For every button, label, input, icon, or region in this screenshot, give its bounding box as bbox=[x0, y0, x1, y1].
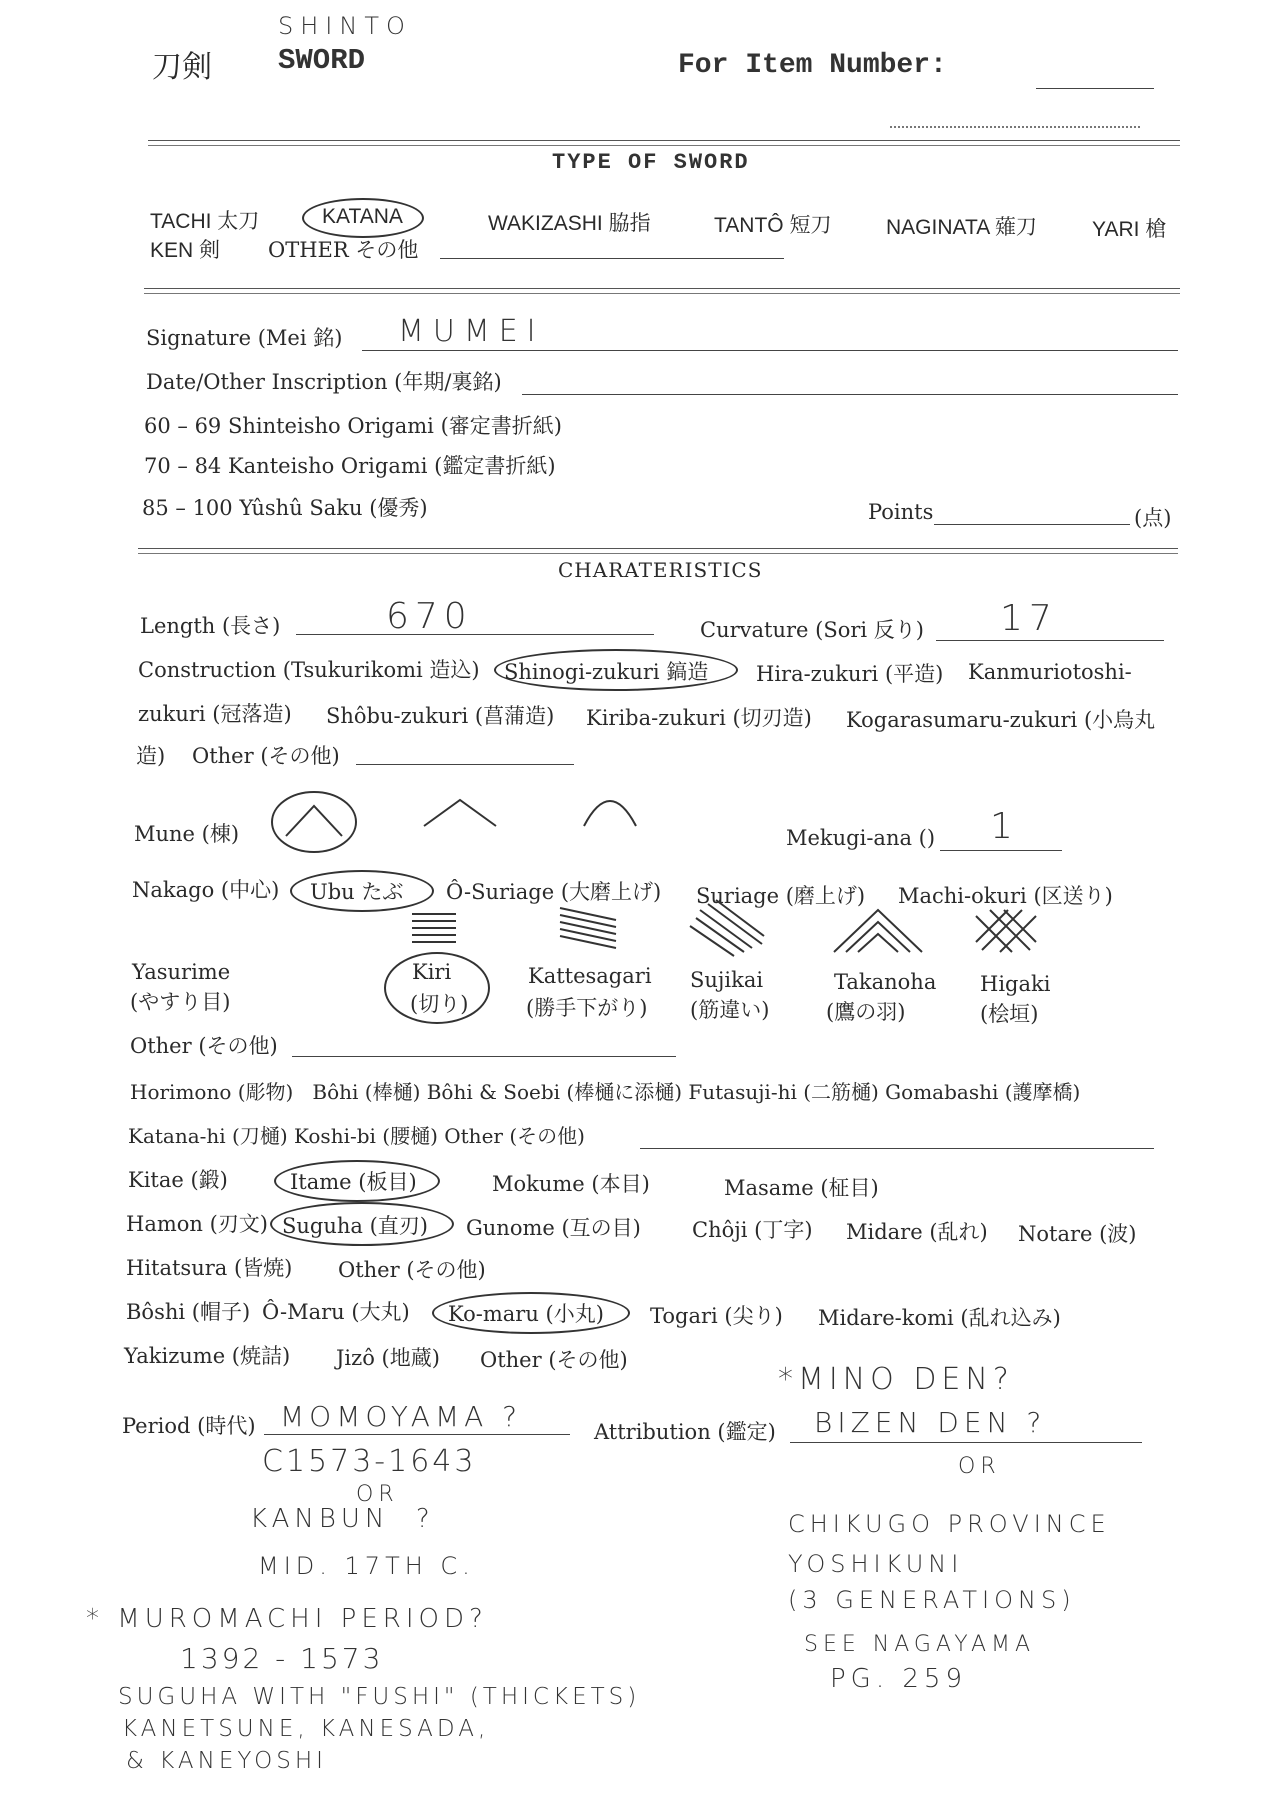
period-note-mid: MID. 17TH C. bbox=[258, 1552, 475, 1580]
yakizume-jizo[interactable]: Jizô (地蔵) bbox=[336, 1346, 440, 1370]
hamon-gunome[interactable]: Gunome (互の目) bbox=[466, 1216, 641, 1240]
yasurime-kattesagari-b[interactable]: (勝手下がり) bbox=[526, 996, 648, 1020]
muromachi-note-line4: KANETSUNE, KANESADA, bbox=[122, 1716, 490, 1742]
construction-hira[interactable]: Hira-zukuri (平造) bbox=[756, 662, 944, 686]
hamon-suguha[interactable]: Suguha (直刃) bbox=[282, 1214, 428, 1238]
mekugi-label: Mekugi-ana () bbox=[786, 826, 936, 850]
characteristics-heading: CHARATERISTICS bbox=[558, 558, 763, 582]
construction-kanmuri-a[interactable]: Kanmuriotoshi- bbox=[968, 660, 1132, 684]
type-other[interactable]: OTHER その他 bbox=[268, 238, 419, 262]
item-number-label: For Item Number: bbox=[678, 50, 947, 81]
attribution-note-or: OR bbox=[958, 1454, 1001, 1479]
yasurime-takanoha-icon bbox=[834, 910, 922, 952]
curvature-value: 17 bbox=[1000, 598, 1058, 639]
type-of-sword-heading: TYPE OF SWORD bbox=[552, 150, 750, 175]
points-suffix: (点) bbox=[1134, 506, 1172, 530]
period-note-dates: C1573-1643 bbox=[262, 1444, 477, 1479]
muromachi-note-line1: * MUROMACHI PERIOD? bbox=[86, 1604, 488, 1634]
horimono-line1[interactable]: Horimono (彫物) Bôhi (棒樋) Bôhi & Soebi (棒樋に添樋) Futasuji-hi (二筋樋) Gomabashi (護摩橋) bbox=[130, 1080, 1081, 1104]
type-ken[interactable]: KEN 剣 bbox=[150, 239, 221, 262]
sword-title: SWORD bbox=[278, 44, 366, 77]
mune-iori-icon bbox=[272, 792, 356, 852]
nakago-machi[interactable]: Machi-okuri (区送り) bbox=[898, 884, 1113, 908]
hamon-midare[interactable]: Midare (乱れ) bbox=[846, 1220, 988, 1244]
hamon-choji[interactable]: Chôji (丁字) bbox=[692, 1218, 813, 1242]
date-inscription-label: Date/Other Inscription (年期/裏銘) bbox=[146, 370, 502, 394]
construction-other[interactable]: Other (その他) bbox=[192, 744, 340, 768]
yasurime-sujikai-a[interactable]: Sujikai bbox=[690, 968, 764, 992]
muromachi-note-line5: & KANEYOSHI bbox=[126, 1748, 327, 1774]
points-label: Points bbox=[868, 500, 934, 524]
boshi-komaru[interactable]: Ko-maru (小丸) bbox=[448, 1302, 604, 1326]
yasurime-kiri-a[interactable]: Kiri bbox=[412, 960, 452, 984]
period-note-kanbun: KANBUN ? bbox=[250, 1504, 435, 1534]
length-label: Length (長さ) bbox=[140, 614, 281, 638]
boshi-togari[interactable]: Togari (尖り) bbox=[650, 1304, 783, 1328]
type-tachi[interactable]: TACHI 太刀 bbox=[150, 210, 260, 233]
period-value: MOMOYAMA ? bbox=[280, 1400, 523, 1433]
kanji-title: 刀剣 bbox=[152, 50, 212, 85]
construction-label: Construction (Tsukurikomi 造込) bbox=[138, 658, 480, 682]
yasurime-other[interactable]: Other (その他) bbox=[130, 1034, 278, 1058]
mekugi-value: 1 bbox=[990, 806, 1018, 847]
boshi-midarekomi[interactable]: Midare-komi (乱れ込み) bbox=[818, 1306, 1061, 1330]
boshi-omaru[interactable]: Ô-Maru (大丸) bbox=[262, 1300, 410, 1324]
type-yari[interactable]: YARI 槍 bbox=[1092, 218, 1167, 241]
hamon-notare[interactable]: Notare (波) bbox=[1018, 1222, 1137, 1246]
mune-maru-icon bbox=[584, 801, 636, 826]
hitatsura-other[interactable]: Other (その他) bbox=[338, 1258, 486, 1282]
attribution-note-generations: (3 GENERATIONS) bbox=[788, 1586, 1076, 1614]
hamon-label: Hamon (刃文) bbox=[126, 1212, 268, 1236]
grade-yushu: 85 – 100 Yûshû Saku (優秀) bbox=[142, 496, 428, 520]
nakago-suriage[interactable]: Suriage (磨上げ) bbox=[696, 884, 866, 908]
yasurime-sujikai-b[interactable]: (筋違い) bbox=[690, 998, 770, 1022]
shinto-handwritten-note: SHINTO bbox=[278, 12, 412, 40]
muromachi-note-line2: 1392 - 1573 bbox=[180, 1642, 384, 1675]
period-label: Period (時代) bbox=[122, 1414, 256, 1438]
hitatsura-label[interactable]: Hitatsura (皆焼) bbox=[126, 1256, 293, 1280]
attribution-note-nagayama: SEE NAGAYAMA bbox=[804, 1632, 1036, 1657]
nakago-ubu[interactable]: Ubu たぶ bbox=[310, 880, 404, 904]
muromachi-note-line3: SUGUHA WITH "FUSHI" (THICKETS) bbox=[118, 1684, 641, 1710]
attribution-top-note: *MINO DEN? bbox=[778, 1362, 1014, 1397]
period-note-or: OR bbox=[356, 1482, 399, 1507]
yasurime-kattesagari-icon bbox=[560, 908, 616, 948]
yasurime-higaki-icon bbox=[976, 910, 1036, 952]
type-katana[interactable]: KATANA bbox=[322, 205, 403, 228]
kitae-masame[interactable]: Masame (柾目) bbox=[724, 1176, 879, 1200]
yasurime-higaki-b[interactable]: (桧垣) bbox=[980, 1002, 1039, 1026]
attribution-note-yoshikuni: YOSHIKUNI bbox=[788, 1550, 964, 1578]
grade-kanteisho: 70 – 84 Kanteisho Origami (鑑定書折紙) bbox=[144, 454, 556, 478]
construction-kogarasu-a[interactable]: Kogarasumaru-zukuri (小烏丸 bbox=[846, 708, 1156, 732]
yakizume-other[interactable]: Other (その他) bbox=[480, 1348, 628, 1372]
attribution-note-province: CHIKUGO PROVINCE bbox=[788, 1510, 1111, 1538]
mune-label: Mune (棟) bbox=[134, 822, 240, 846]
yasurime-label-b: (やすり目) bbox=[130, 990, 231, 1014]
yasurime-kiri-b[interactable]: (切り) bbox=[410, 992, 469, 1016]
type-naginata[interactable]: NAGINATA 薙刀 bbox=[886, 216, 1037, 239]
yasurime-kattesagari-a[interactable]: Kattesagari bbox=[528, 964, 652, 988]
yasurime-takanoha-a[interactable]: Takanoha bbox=[834, 970, 937, 994]
yasurime-higaki-a[interactable]: Higaki bbox=[980, 972, 1051, 996]
nakago-label: Nakago (中心) bbox=[132, 878, 280, 902]
type-tanto[interactable]: TANTÔ 短刀 bbox=[714, 214, 832, 237]
kitae-itame[interactable]: Itame (板目) bbox=[290, 1170, 417, 1194]
construction-kiriba[interactable]: Kiriba-zukuri (切刃造) bbox=[586, 706, 812, 730]
attribution-value: BIZEN DEN ? bbox=[814, 1406, 1047, 1439]
boshi-label: Bôshi (帽子) bbox=[126, 1300, 251, 1324]
attribution-note-page: PG. 259 bbox=[830, 1664, 967, 1694]
attribution-label: Attribution (鑑定) bbox=[594, 1420, 776, 1444]
type-wakizashi[interactable]: WAKIZASHI 脇指 bbox=[488, 212, 651, 235]
yakizume-label[interactable]: Yakizume (焼詰) bbox=[124, 1344, 291, 1368]
mune-mitsu-icon bbox=[424, 800, 496, 826]
construction-kogarasu-b[interactable]: 造) bbox=[136, 744, 166, 768]
kitae-label: Kitae (鍛) bbox=[128, 1168, 228, 1192]
yasurime-label-a: Yasurime bbox=[132, 960, 231, 984]
grade-shinteisho: 60 – 69 Shinteisho Origami (審定書折紙) bbox=[144, 414, 562, 438]
yasurime-kiri-icon bbox=[412, 914, 456, 942]
construction-shinogi[interactable]: Shinogi-zukuri 鎬造 bbox=[504, 660, 709, 684]
kitae-mokume[interactable]: Mokume (本目) bbox=[492, 1172, 650, 1196]
signature-label: Signature (Mei 銘) bbox=[146, 326, 343, 350]
length-value: 670 bbox=[386, 596, 473, 637]
horimono-line2[interactable]: Katana-hi (刀樋) Koshi-bi (腰樋) Other (その他) bbox=[128, 1124, 585, 1148]
nakago-osuriage[interactable]: Ô-Suriage (大磨上げ) bbox=[446, 880, 662, 904]
curvature-label: Curvature (Sori 反り) bbox=[700, 618, 924, 642]
yasurime-sujikai-icon bbox=[690, 900, 764, 956]
signature-value: MUMEI bbox=[398, 314, 545, 349]
construction-kanmuri-b[interactable]: zukuri (冠落造) bbox=[138, 702, 292, 726]
construction-shobu[interactable]: Shôbu-zukuri (菖蒲造) bbox=[326, 704, 555, 728]
yasurime-takanoha-b[interactable]: (鷹の羽) bbox=[826, 1000, 906, 1024]
